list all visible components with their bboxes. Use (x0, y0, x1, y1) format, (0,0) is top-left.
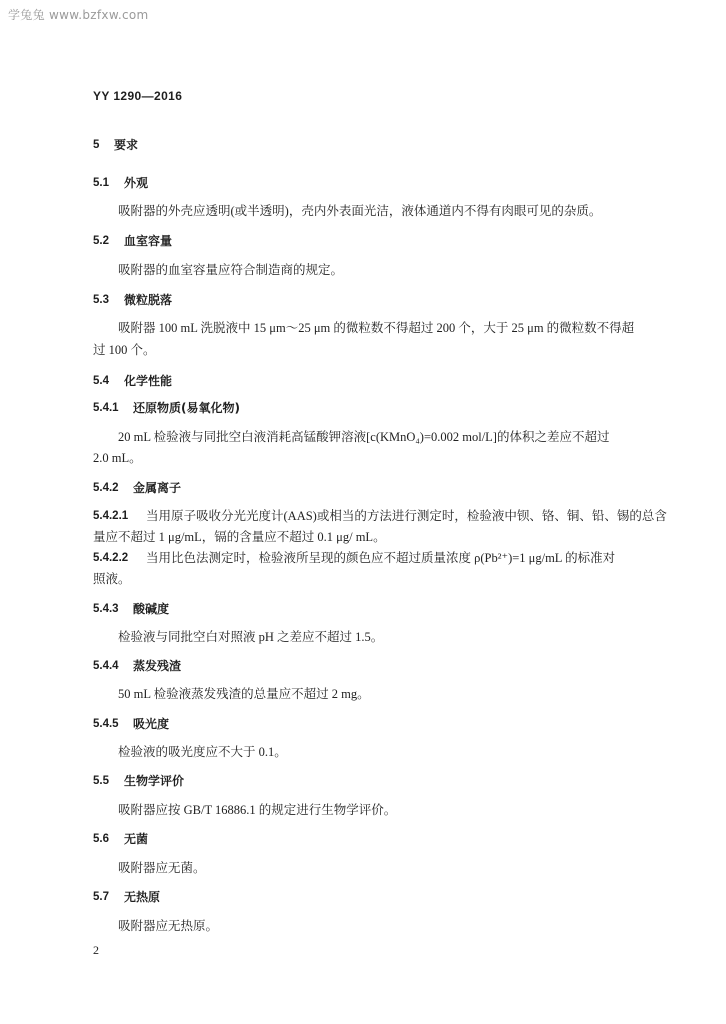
clause-text-line: 当用原子吸收分光光度计(AAS)或相当的方法进行测定时，检验液中钡、铬、铜、铅、锡的总含 (146, 509, 667, 523)
section-title: 化学性能 (124, 374, 173, 388)
section-text-line: 检验液的吸光度应不大于 0.1。 (118, 745, 287, 759)
section-number: 5.4.2 (93, 482, 119, 494)
section-title: 金属离子 (133, 481, 182, 495)
section-number: 5.4.3 (93, 603, 119, 615)
section-text-line: 吸附器 100 mL 洗脱液中 15 μm～25 μm 的微粒数不得超过 200 个，大于 25 μm 的微粒数不得超 (118, 321, 635, 335)
section-text-line: 吸附器应无热原。 (118, 919, 219, 933)
clause-number: 5.4.2.1 (93, 510, 129, 522)
page-number: 2 (93, 943, 99, 957)
section-number: 5.4.5 (93, 718, 119, 730)
section-title: 无热原 (124, 890, 161, 904)
clause-text-line: 量应不超过 1 μg/mL，镉的含量应不超过 0.1 μg/ mL。 (93, 530, 386, 544)
clause-text-line: 当用比色法测定时，检验液所呈现的颜色应不超过质量浓度 ρ(Pb²⁺)=1 μg/mL 的标准对 (146, 551, 616, 565)
section-title: 吸光度 (133, 717, 170, 731)
clause-number: 5.4.2.2 (93, 552, 129, 564)
section-number: 5.4 (93, 375, 109, 387)
section-title: 血室容量 (124, 234, 173, 248)
section-number: 5.7 (93, 891, 109, 903)
section-title: 酸碱度 (133, 602, 170, 616)
section-text-line: 50 mL 检验液蒸发残渣的总量应不超过 2 mg。 (118, 687, 370, 701)
section-number: 5.3 (93, 294, 109, 306)
section-title: 还原物质(易氧化物) (133, 401, 240, 415)
section-number: 5.4.1 (93, 402, 119, 414)
standard-code-header: YY 1290—2016 (93, 89, 183, 103)
section-text-line: 吸附器的血室容量应符合制造商的规定。 (118, 263, 344, 277)
watermark-text: 学兔兔 www.bzfxw.com (8, 8, 149, 22)
section-text-line: 检验液与同批空白对照液 pH 之差应不超过 1.5。 (118, 630, 384, 644)
section-number: 5.5 (93, 775, 109, 787)
section-text-line: 吸附器的外壳应透明(或半透明)，壳内外表面光洁，液体通道内不得有肉眼可见的杂质。 (118, 204, 602, 218)
section-title: 微粒脱落 (124, 293, 173, 307)
section-title: 蒸发残渣 (133, 659, 182, 673)
section-number: 5.1 (93, 177, 109, 189)
section-number: 5.2 (93, 235, 109, 247)
section-number: 5.6 (93, 833, 109, 845)
section-text-line: 2.0 mL。 (93, 451, 142, 465)
section-text-line: 过 100 个。 (93, 343, 156, 357)
section-text-line: 吸附器应按 GB/T 16886.1 的规定进行生物学评价。 (118, 803, 397, 817)
section-text-line: 20 mL 检验液与同批空白液消耗高锰酸钾溶液[c(KMnO₄)=0.002 mol/L]的体积之差应不超过 (118, 430, 610, 444)
section-number: 5 (93, 139, 100, 151)
section-title: 无菌 (124, 832, 149, 846)
section-text-line: 吸附器应无菌。 (118, 861, 206, 875)
section-title: 生物学评价 (124, 774, 185, 788)
section-title: 外观 (124, 176, 149, 190)
section-title: 要求 (114, 138, 139, 152)
section-number: 5.4.4 (93, 660, 119, 672)
clause-text-line: 照液。 (93, 572, 131, 586)
